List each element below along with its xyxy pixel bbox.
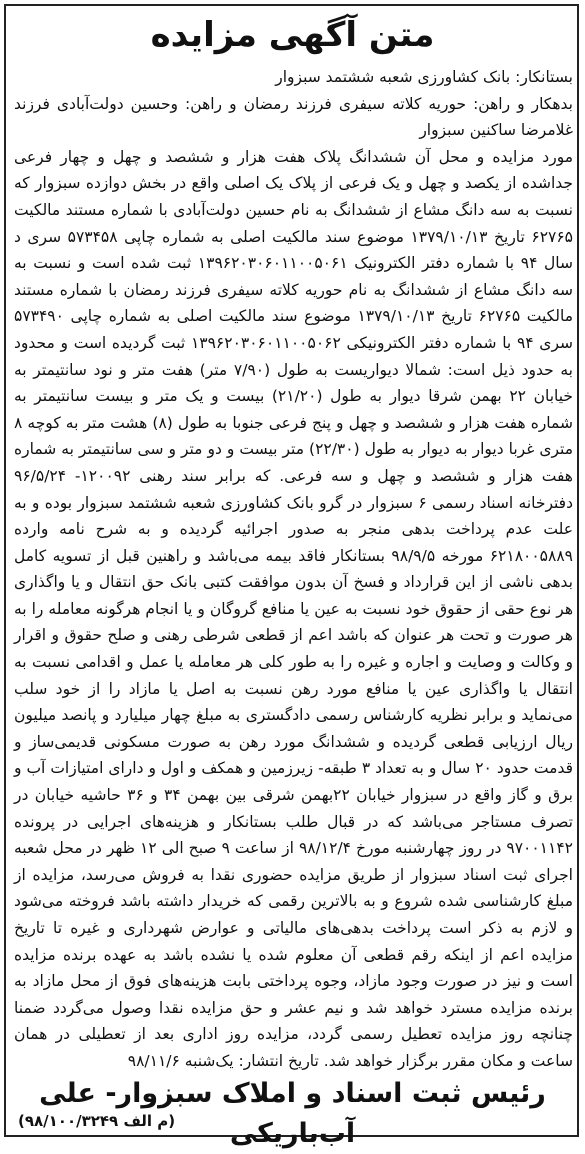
reference-number: (م الف ۹۸/۱۰۰/۳۲۴۹) <box>18 1112 176 1130</box>
notice-body <box>14 64 573 1075</box>
creditor-line: بستانکار: بانک کشاورزی شعبه ششتمد سبزوار <box>275 68 573 86</box>
debtor-line: بدهکار و راهن: حوریه کلاته سیفری فرزند رمضان و راهن: وحسین دولت‌آبادی فرزند غلامرضا ساکنین سبزوار <box>14 94 573 140</box>
auction-details: مورد مزایده و محل آن ششدانگ پلاک هفت هزار و ششصد و چهل و چهار فرعی جداشده از یکصد و چهل و یک فرعی از پلاک یک اصلی واقع در بخش دوازده سبزوار که نسبت به سه دانگ مشاع از ششدانگ به نام حسین دولت‌آبادی با شماره مستند مالکیت ۶۲۷۶۵ تاریخ ۱۳۷۹/۱۰/۱۳ موضوع سند مالکیت اصلی به شماره چاپی ۵۷۳۴۵۸ سری د سال ۹۴ با شماره دفتر الکترونیک ۱۳۹۶۲۰۳۰۶۰۱۱۰۰۵۰۶۱ ثبت شده است و نسبت به سه دانگ مشاع از ششدانگ به نام حوریه کلاته سیفری فرزند رمضان با شماره مستند مالکیت ۶۲۷۶۵ تاریخ ۱۳۷۹/۱۰/۱۳ موضوع سند مالکیت اصلی به شماره چاپی ۵۷۳۴۹۰ سری ۹۴ با شماره دفتر الکترونیکی ۱۳۹۶۲۰۳۰۶۰۱۱۰۰۵۰۶۲ ثبت گردیده است و محدود به حدود ذیل است: شمالا دیواریست به طول (۷/۹۰ متر) هفت متر و نود سانتیمتر به خیابان ۲۲ بهمن شرقا دیوار به طول (۲۱/۲۰) بیست و یک متر و بیست سانتیمتر به شماره هفت هزار و ششصد و چهل و پنج فرعی جنوبا به طول (۸) هشت متر به کوچه ۸ متری غربا دیوار به دیوار به طول (۲۲/۳۰) متر بیست و دو متر و سی سانتیمتر به شماره هفت هزار و ششصد و چهل و سه فرعی. که برابر سند رهنی ۱۲۰۰۹۲- ۹۶/۵/۲۴ دفترخانه اسناد رسمی ۶ سبزوار در گرو بانک کشاورزی شعبه ششتمد سبزوار بوده و به علت عدم پرداخت بدهی منجر به صدور اجرائیه گردیده و به شرح نامه وارده ۶۲۱۸۰۰۵۸۸۹ مورخه ۹۸/۹/۵ بستانکار فاقد بیمه می‌باشد و راهنین قبل از تسویه کامل بدهی ناشی از این قرارداد و فسخ آن بدون موافقت کتبی بانک حق انتقال و یا واگذاری هر نوع حقی از حقوق خود نسبت به عین یا منافع گروگان و یا انجام هرگونه معامله را به هر صورت و تحت هر عنوان که باشد اعم از قطعی شرطی رهنی و صلح حقوق و اقرار و وکالت و وصایت و اجاره و غیره را به طور کلی هر معامله یا عمل و اقدامی نسبت به انتقال یا واگذاری عین یا منافع مورد رهن نسبت به اصل یا مازاد را از خود سلب می‌نماید و برابر نظریه کارشناس رسمی دادگستری به مبلغ چهار میلیارد و پانصد میلیون ریال ارزیابی قطعی گردیده و ششدانگ مورد رهن به صورت مسکونی قدیمی‌ساز و قدمت حدود ۲۰ سال و به تعداد ۳ طبقه- زیرزمین و همکف و اول و دارای امتیازات آب و برق و گاز واقع در سبزوار خیابان ۲۲بهمن شرقی بین بهمن ۳۴ و ۳۶ حاشیه خیابان در تصرف مستاجر می‌باشد که در قبال طلب بستانکار و هزینه‌های اجرایی در پرونده ۹۷۰۰۱۱۴۲ در روز چهارشنبه مورخ ۹۸/۱۲/۴ از ساعت ۹ صبح الی ۱۲ ظهر در محل شعبه اجرای ثبت اسناد سبزوار از طریق مزایده حضوری نقدا به فروش می‌رسد، مزایده از مبلغ کارشناسی شده شروع و به بالاترین رقمی که خریدار داشته باشد فروخته می‌شود و لازم به ذکر است پرداخت بدهی‌های مالیاتی و عوارض شهرداری و غیره تا تاریخ مزایده اعم از اینکه رقم قطعی آن معلوم شده یا نشده باشد به عهده برنده مزایده است و نیز در صورت وجود مازاد، وجوه پرداختی بابت هزینه‌های فوق از محل مازاد به برنده مزایده مسترد خواهد شد و نیم عشر و حق مزایده نقدا وصول می‌گردد ضمنا چنانچه روز مزایده تعطیل رسمی گردد، مزایده روز اداری بعد از تعطیلی در همان ساعت و مکان مقرر برگزار خواهد شد. تاریخ انتشار: یک‌شنبه ۹۸/۱۱/۶ <box>14 147 574 1070</box>
notice-title: متن آگهی مزایده <box>150 15 435 55</box>
signature: رئیس ثبت اسناد و املاک سبزوار- علی آب‌باریکی <box>39 1078 546 1149</box>
